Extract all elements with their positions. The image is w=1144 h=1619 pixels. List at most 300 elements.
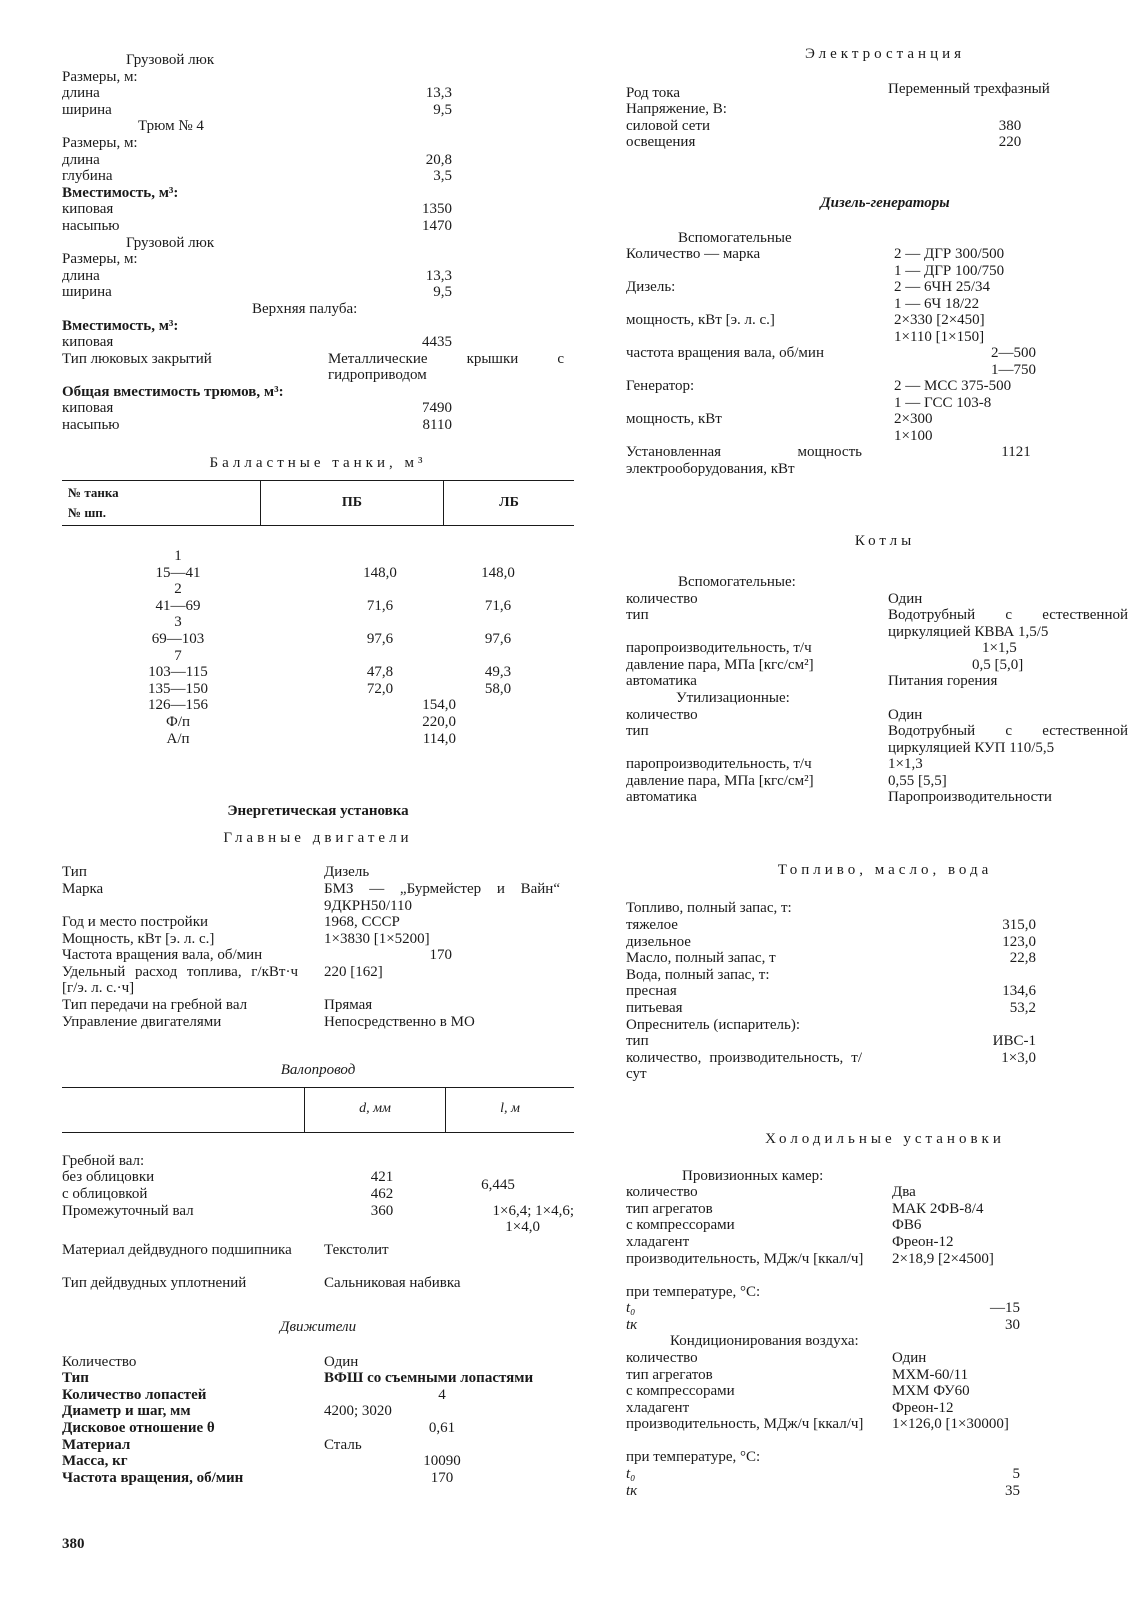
- hatch2-width-value: 9,5: [433, 284, 452, 301]
- upper-deck-capacity-label: Вместимость, м³:: [62, 317, 179, 334]
- voltage-label: Напряжение, В:: [626, 101, 727, 118]
- ballast-frames: 103—115: [148, 664, 208, 681]
- prov-comp-row: [626, 1217, 1144, 1234]
- desal-count-value: 1×3,0: [1001, 1049, 1036, 1066]
- dg-generator-v2: 1 — ГСС 103-8: [894, 394, 992, 411]
- prov-temp-label: при температуре, °С:: [626, 1283, 761, 1300]
- fuel-diesel-value: 123,0: [1002, 933, 1036, 950]
- main-engines-title: Главные двигатели: [223, 829, 413, 846]
- ac-perf-label: производительность, МДж/ч [ккал/ч]: [626, 1416, 864, 1433]
- util-count-label: количество: [626, 706, 698, 723]
- hold4-depth-row: [62, 168, 574, 185]
- ac-count-row: [626, 1350, 1144, 1367]
- aux-pressure-label: давление пара, МПа [кгс/см²]: [626, 656, 814, 673]
- hatch1-width-value: 9,5: [433, 101, 452, 118]
- ac-tk-value: 35: [1005, 1482, 1020, 1499]
- hold4-length-value: 20,8: [425, 151, 452, 168]
- current-label: Род тока: [626, 84, 680, 101]
- engine-power-value: 1×3830 [1×5200]: [324, 930, 430, 947]
- total-grain-label: насыпью: [62, 416, 120, 433]
- engine-brand-value: БМЗ — „Бурмейстер и Вайн“ 9ДКРН50/110: [324, 880, 560, 914]
- dg-count-label: Количество — марка: [626, 246, 761, 263]
- upper-deck-title: Верхняя палуба:: [252, 300, 358, 317]
- ballast-header-lb: ЛБ: [444, 481, 575, 526]
- ac-refr-value: Фреон-12: [892, 1399, 954, 1416]
- prov-perf-value: 2×18,9 [2×4500]: [892, 1250, 994, 1267]
- engine-brand-row: [62, 881, 574, 914]
- page-number: 380: [62, 1536, 85, 1552]
- fuel-title: Топливо, масло, вода: [777, 861, 993, 878]
- engine-brand-label: Марка: [62, 880, 104, 897]
- lighting-value: 220: [998, 134, 1022, 151]
- dg-diesel-v1: 2 — 6ЧН 25/34: [894, 279, 990, 296]
- ballast-frames: 15—41: [155, 564, 201, 581]
- upper-deck-bale-label: киповая: [62, 334, 114, 351]
- cover-type-row: [62, 351, 574, 384]
- dg-power-v1: 2×330 [2×450]: [894, 312, 985, 329]
- aux-steam-value: 1×1,5: [982, 640, 1017, 657]
- aux-steam-label: паропроизводительность, т/ч: [626, 640, 812, 657]
- lighting-row: [626, 134, 1144, 151]
- no-lining-d: 421: [370, 1169, 394, 1186]
- ballast-pb-value: 97,6: [366, 631, 394, 648]
- dg-generator-v1: 2 — МСС 375-500: [894, 378, 1012, 395]
- hatch2-length-row: [62, 268, 574, 285]
- prop-disk-value: 0,61: [428, 1420, 456, 1437]
- ballast-row: [62, 614, 574, 631]
- engine-type-label: Тип: [62, 864, 87, 881]
- dg-count-row: [626, 246, 1144, 279]
- prov-count-row: [626, 1184, 1144, 1201]
- lighting-label: освещения: [626, 134, 696, 151]
- ballast-row: [62, 731, 574, 748]
- ac-perf-value: 1×126,0 [1×30000]: [892, 1416, 1009, 1433]
- hatch1-dims-label: Размеры, м:: [62, 68, 138, 85]
- util-type-row: [626, 723, 1144, 756]
- inter-shaft-label: Промежуточный вал: [62, 1202, 194, 1219]
- fuel-heavy-label: тяжелое: [626, 917, 678, 934]
- diesel-gen-title: Дизель-генераторы: [820, 194, 950, 211]
- prop-count-label: Количество: [62, 1353, 137, 1370]
- hatch2-title: Грузовой люк: [126, 234, 215, 251]
- prop-rpm-row: [62, 1470, 574, 1487]
- engine-control-label: Управление двигателями: [62, 1013, 222, 1030]
- seals-value: Сальниковая набивка: [324, 1274, 461, 1291]
- power-net-value: 380: [998, 117, 1022, 134]
- util-pressure-label: давление пара, МПа [кгс/см²]: [626, 772, 814, 789]
- prov-agg-value: МАК 2ФВ-8/4: [892, 1200, 984, 1217]
- bearing-label: Материал дейдвудного подшипника: [62, 1241, 292, 1258]
- hold4-dims-label: Размеры, м:: [62, 134, 138, 151]
- prop-material-row: [62, 1437, 574, 1454]
- installed-row: [626, 444, 1144, 477]
- ballast-frames: 41—69: [155, 597, 201, 614]
- ballast-combined-value: 114,0: [422, 730, 456, 747]
- prov-comp-value: ФВ6: [892, 1217, 922, 1234]
- prov-agg-row: [626, 1201, 1144, 1218]
- engine-fuel-row: [62, 964, 574, 997]
- desal-type-row: [626, 1033, 1144, 1050]
- dg-power-label: мощность, кВт [э. л. с.]: [626, 312, 775, 329]
- aux-pressure-row: [626, 657, 1144, 674]
- prop-disk-row: [62, 1420, 574, 1437]
- fuel-label: Топливо, полный запас, т:: [626, 900, 792, 917]
- ac-temp-label: при температуре, °С:: [626, 1449, 761, 1466]
- prov-count-value: Два: [892, 1184, 916, 1201]
- ballast-frames: Ф/п: [165, 714, 191, 730]
- prop-disk-label: Дисковое отношение θ: [62, 1420, 215, 1437]
- util-count-row: [626, 707, 1144, 724]
- current-value: Переменный трехфазный: [888, 80, 1050, 97]
- hold4-depth-label: глубина: [62, 168, 113, 185]
- prop-diameter-row: [62, 1403, 574, 1420]
- water-drinking-row: [626, 1000, 1144, 1017]
- right-column: [626, 46, 1144, 1499]
- power-station-title: Электростанция: [804, 46, 966, 62]
- dg-count-v1: 2 — ДГР 300/500: [894, 246, 1005, 263]
- desal-type-value: ИВС-1: [992, 1033, 1036, 1050]
- power-net-label: силовой сети: [626, 117, 711, 134]
- water-drinking-label: питьевая: [626, 1000, 683, 1017]
- engine-year-row: [62, 914, 574, 931]
- total-capacity-label: Общая вместимость трюмов, м³:: [62, 383, 284, 400]
- prop-diameter-value: 4200; 3020: [324, 1403, 392, 1420]
- aux-count-label: количество: [626, 590, 698, 607]
- hold4-grain-label: насыпью: [62, 217, 120, 234]
- hatch1-length-value: 13,3: [425, 85, 452, 102]
- water-label: Вода, полный запас, т:: [626, 966, 770, 983]
- prop-diameter-label: Диаметр и шаг, мм: [62, 1403, 191, 1420]
- hatch1-title: Грузовой люк: [126, 52, 215, 68]
- ac-comp-label: с компрессорами: [626, 1383, 735, 1400]
- hold4-bale-value: 1350: [422, 201, 452, 218]
- prop-type-value: ВФШ со съемными лопастями: [324, 1370, 534, 1387]
- ac-t0-row: [626, 1466, 1144, 1483]
- water-fresh-row: [626, 983, 1144, 1000]
- aux-steam-row: [626, 640, 1144, 657]
- prov-refr-row: [626, 1234, 1144, 1251]
- ac-agg-label: тип агрегатов: [626, 1366, 713, 1383]
- hold4-length-label: длина: [62, 151, 100, 168]
- ballast-row: [62, 697, 574, 714]
- prop-mass-value: 10090: [423, 1453, 461, 1470]
- aux-auto-value: Питания горения: [888, 673, 998, 690]
- engine-power-row: [62, 931, 574, 948]
- engine-fuel-value: 220 [162]: [324, 963, 383, 980]
- dg-rpm-v1: 2—500: [991, 345, 1036, 362]
- util-steam-value: 1×1,3: [888, 756, 923, 773]
- seals-label: Тип дейдвудных уплотнений: [62, 1274, 247, 1291]
- prov-perf-label: производительность, МДж/ч [ккал/ч]: [626, 1250, 864, 1267]
- dg-power-row: [626, 312, 1144, 345]
- ballast-row: [62, 581, 574, 598]
- prop-rpm-label: Частота вращения, об/мин: [62, 1469, 244, 1486]
- util-auto-row: [626, 789, 1144, 806]
- prop-material-label: Материал: [62, 1436, 131, 1453]
- engine-rpm-row: [62, 947, 574, 964]
- engine-type-row: [62, 864, 574, 881]
- dg-diesel-row: [626, 279, 1144, 312]
- engine-transmission-label: Тип передачи на гребной вал: [62, 996, 248, 1013]
- lining-d: 462: [370, 1185, 394, 1202]
- dg-generator-row: [626, 378, 1144, 411]
- prop-rpm-value: 170: [430, 1469, 454, 1486]
- total-bale-label: киповая: [62, 400, 114, 417]
- prov-t0-label: t₀: [626, 1300, 636, 1317]
- shafting-header-l: l, м: [446, 1087, 575, 1132]
- util-auto-value: Паропроизводительности: [888, 789, 1052, 806]
- dg-generator-label: Генератор:: [626, 378, 695, 395]
- ballast-title: Балластные танки, м³: [209, 455, 427, 472]
- ballast-frames: А/п: [166, 730, 190, 747]
- refrig-title: Холодильные установки: [765, 1131, 1005, 1147]
- prov-tk-label: tк: [626, 1316, 638, 1333]
- ballast-frames: 135—150: [148, 680, 208, 697]
- prov-label: Провизионных камер:: [682, 1167, 824, 1184]
- dg-rpm-label: частота вращения вала, об/мин: [626, 345, 824, 362]
- engine-rpm-label: Частота вращения вала, об/мин: [62, 947, 263, 964]
- no-lining-label: без облицовки: [62, 1169, 155, 1186]
- ac-agg-row: [626, 1367, 1144, 1384]
- ac-count-value: Один: [892, 1349, 927, 1366]
- util-count-value: Один: [888, 706, 923, 723]
- ballast-header-table: [62, 480, 574, 526]
- ballast-tank-number: 3: [174, 614, 182, 631]
- prov-perf-row: [626, 1251, 1144, 1284]
- ac-refr-label: хладагент: [626, 1399, 690, 1416]
- util-pressure-row: [626, 773, 1144, 790]
- ballast-row: [62, 714, 574, 731]
- ac-t0-value: 5: [1012, 1465, 1020, 1482]
- util-auto-label: автоматика: [626, 789, 697, 806]
- prop-material-value: Сталь: [324, 1436, 362, 1453]
- hatch2-dims-label: Размеры, м:: [62, 251, 138, 268]
- ac-tk-row: [626, 1483, 1144, 1500]
- ac-perf-row: [626, 1416, 1144, 1449]
- aux-type-label: тип: [626, 607, 649, 624]
- shafting-header-table: [62, 1087, 574, 1133]
- total-bale-row: [62, 400, 574, 417]
- hatch2-width-row: [62, 284, 574, 301]
- ballast-combined-value: 154,0: [422, 697, 456, 714]
- hold4-bale-label: киповая: [62, 201, 114, 218]
- total-grain-value: 8110: [422, 416, 452, 433]
- aux-count-value: Один: [888, 590, 923, 607]
- ballast-lb-value: 49,3: [484, 664, 512, 681]
- dg-diesel-v2: 1 — 6Ч 18/22: [894, 295, 980, 312]
- prov-tk-row: [626, 1317, 1144, 1334]
- ballast-pb-value: 148,0: [363, 564, 397, 581]
- hold4-title: Трюм № 4: [138, 118, 204, 135]
- lining-row: [62, 1186, 574, 1203]
- ballast-tank-number: 7: [174, 647, 182, 664]
- prop-mass-row: [62, 1453, 574, 1470]
- left-column: [62, 52, 574, 1486]
- desal-label: Опреснитель (испаритель):: [626, 1016, 800, 1033]
- water-fresh-label: пресная: [626, 983, 677, 1000]
- dg-power-v2: 1×110 [1×150]: [894, 328, 985, 345]
- util-type-value: Водотрубный с естественной циркуляцией КУП 110/5,5: [888, 723, 1128, 756]
- util-type-label: тип: [626, 723, 649, 740]
- prop-blades-row: [62, 1387, 574, 1404]
- dg-count-v2: 1 — ДГР 100/750: [894, 262, 1005, 279]
- desal-type-label: тип: [626, 1033, 649, 1050]
- util-pressure-value: 0,55 [5,5]: [888, 772, 947, 789]
- prov-agg-label: тип агрегатов: [626, 1200, 713, 1217]
- ballast-lb-value: 58,0: [484, 680, 512, 697]
- ballast-row: [62, 681, 574, 698]
- inter-shaft-row: [62, 1203, 574, 1236]
- shafting-title: Валопровод: [280, 1062, 356, 1079]
- oil-label: Масло, полный запас, т: [626, 950, 776, 967]
- cover-type-value: Металлические крышки с гидроприводом: [328, 350, 564, 384]
- ballast-row: [62, 664, 574, 681]
- engine-transmission-row: [62, 997, 574, 1014]
- ballast-row: [62, 548, 574, 565]
- ballast-rows: [62, 548, 574, 747]
- upper-deck-bale-value: 4435: [422, 334, 452, 351]
- ballast-pb-value: 72,0: [366, 680, 394, 697]
- hold4-grain-row: [62, 218, 574, 235]
- ballast-row: [62, 598, 574, 615]
- ballast-lb-value: 148,0: [481, 564, 515, 581]
- shafting-header-blank: [62, 1087, 305, 1132]
- inter-shaft-l2: 1×4,0: [505, 1219, 540, 1236]
- dg-gen-power-row: [626, 411, 1144, 444]
- ac-t0-label: t₀: [626, 1465, 636, 1482]
- hold4-bale-row: [62, 201, 574, 218]
- util-steam-row: [626, 756, 1144, 773]
- hatch2-length-value: 13,3: [425, 267, 452, 284]
- prov-comp-label: с компрессорами: [626, 1217, 735, 1234]
- dg-rpm-v2: 1—750: [991, 361, 1036, 378]
- desal-count-label: количество, производительность, т/сут: [626, 1049, 862, 1083]
- hatch1-length-label: длина: [62, 85, 100, 102]
- ac-refr-row: [626, 1400, 1144, 1417]
- fuel-diesel-label: дизельное: [626, 933, 691, 950]
- hatch1-width-label: ширина: [62, 101, 112, 118]
- ac-comp-value: МХМ ФУ60: [892, 1383, 970, 1400]
- boilers-title: Котлы: [854, 533, 916, 550]
- aux-type-value: Водотрубный с естественной циркуляцией КВВА 1,5/5: [888, 607, 1128, 640]
- engine-control-value: Непосредственно в МО: [324, 1013, 475, 1030]
- hold4-depth-value: 3,5: [433, 168, 452, 185]
- ac-count-label: количество: [626, 1349, 698, 1366]
- ballast-frames: 69—103: [151, 631, 205, 648]
- lining-label: с облицовкой: [62, 1185, 148, 1202]
- water-fresh-value: 134,6: [1002, 983, 1036, 1000]
- ac-agg-value: МХМ-60/11: [892, 1366, 969, 1383]
- ballast-lb-value: 71,6: [484, 597, 512, 614]
- aux-count-row: [626, 591, 1144, 608]
- dg-diesel-label: Дизель:: [626, 279, 676, 296]
- fuel-heavy-value: 315,0: [1002, 917, 1036, 934]
- seals-row: [62, 1275, 574, 1292]
- aux-auto-label: автоматика: [626, 673, 697, 690]
- hold4-length-row: [62, 152, 574, 169]
- upper-deck-bale-row: [62, 334, 574, 351]
- ac-label: Кондиционирования воздуха:: [670, 1333, 859, 1350]
- dg-gen-power-label: мощность, кВт: [626, 411, 722, 428]
- prop-count-row: [62, 1354, 574, 1371]
- ballast-row: [62, 565, 574, 582]
- ballast-header-tank: № танка: [68, 485, 119, 501]
- prov-tk-value: 30: [1005, 1316, 1020, 1333]
- aux-auto-row: [626, 673, 1144, 690]
- oil-value: 22,8: [1009, 950, 1036, 967]
- propulsors-title: Движители: [279, 1319, 357, 1336]
- prop-mass-label: Масса, кг: [62, 1453, 128, 1470]
- power-plant-title: Энергетическая установка: [227, 803, 409, 820]
- power-net-row: [626, 118, 1144, 135]
- current-row: [626, 80, 1144, 102]
- prov-refr-value: Фреон-12: [892, 1233, 954, 1250]
- aux-pressure-value: 0,5 [5,0]: [972, 656, 1024, 673]
- ballast-header-tank-cell: [62, 481, 261, 526]
- oil-row: [626, 950, 1144, 967]
- dg-gen-power-v1: 2×300: [894, 411, 933, 428]
- prov-count-label: количество: [626, 1184, 698, 1201]
- ballast-row: [62, 648, 574, 665]
- engine-fuel-label: Удельный расход топлива, г/кВт·ч [г/э. л. с.·ч]: [62, 963, 298, 997]
- cover-type-label: Тип люковых закрытий: [62, 350, 212, 367]
- ballast-frames: 126—156: [148, 697, 208, 714]
- prop-blades-label: Количество лопастей: [62, 1386, 207, 1403]
- prop-count-value: Один: [324, 1353, 359, 1370]
- prop-shaft-l: 6,445: [481, 1177, 515, 1194]
- prov-t0-value: —15: [990, 1300, 1020, 1317]
- total-bale-value: 7490: [422, 400, 452, 417]
- prop-shaft-label: Гребной вал:: [62, 1152, 145, 1169]
- engine-year-value: 1968, СССР: [324, 913, 400, 930]
- installed-label: Установленная мощность электрооборудования, кВт: [626, 444, 862, 477]
- inter-shaft-d: 360: [370, 1202, 394, 1219]
- boilers-aux-label: Вспомогательные:: [678, 573, 796, 590]
- fuel-heavy-row: [626, 917, 1144, 934]
- ballast-pb-value: 71,6: [366, 597, 394, 614]
- shafting-header-d: d, мм: [305, 1087, 446, 1132]
- engine-power-label: Мощность, кВт [э. л. с.]: [62, 930, 215, 947]
- ballast-pb-value: 47,8: [366, 664, 394, 681]
- prop-type-row: [62, 1370, 574, 1387]
- installed-value: 1121: [1001, 444, 1031, 461]
- bearing-value: Текстолит: [324, 1241, 389, 1258]
- hatch1-width-row: [62, 102, 574, 119]
- hatch2-length-label: длина: [62, 267, 100, 284]
- boilers-util-label: Утилизационные:: [676, 689, 790, 706]
- prop-type-label: Тип: [62, 1370, 89, 1387]
- engine-transmission-value: Прямая: [324, 996, 373, 1013]
- hold4-capacity-label: Вместимость, м³:: [62, 184, 179, 201]
- engine-control-row: [62, 1014, 574, 1031]
- prov-refr-label: хладагент: [626, 1233, 690, 1250]
- aux-type-row: [626, 607, 1144, 640]
- ac-tk-label: tк: [626, 1482, 638, 1499]
- water-drinking-value: 53,2: [1009, 1000, 1036, 1017]
- engine-rpm-value: 170: [429, 947, 452, 964]
- ac-comp-row: [626, 1383, 1144, 1400]
- ballast-combined-value: 220,0: [422, 714, 456, 730]
- engine-type-value: Дизель: [324, 864, 370, 881]
- bearing-row: [62, 1242, 574, 1275]
- fuel-diesel-row: [626, 934, 1144, 951]
- diesel-gen-aux-label: Вспомогательные: [678, 229, 792, 246]
- hatch1-length-row: [62, 85, 574, 102]
- ballast-header-frame: № шп.: [68, 505, 107, 521]
- ballast-lb-value: 97,6: [484, 631, 512, 648]
- hatch2-width-label: ширина: [62, 284, 112, 301]
- inter-shaft-l1: 1×6,4; 1×4,6;: [492, 1202, 574, 1219]
